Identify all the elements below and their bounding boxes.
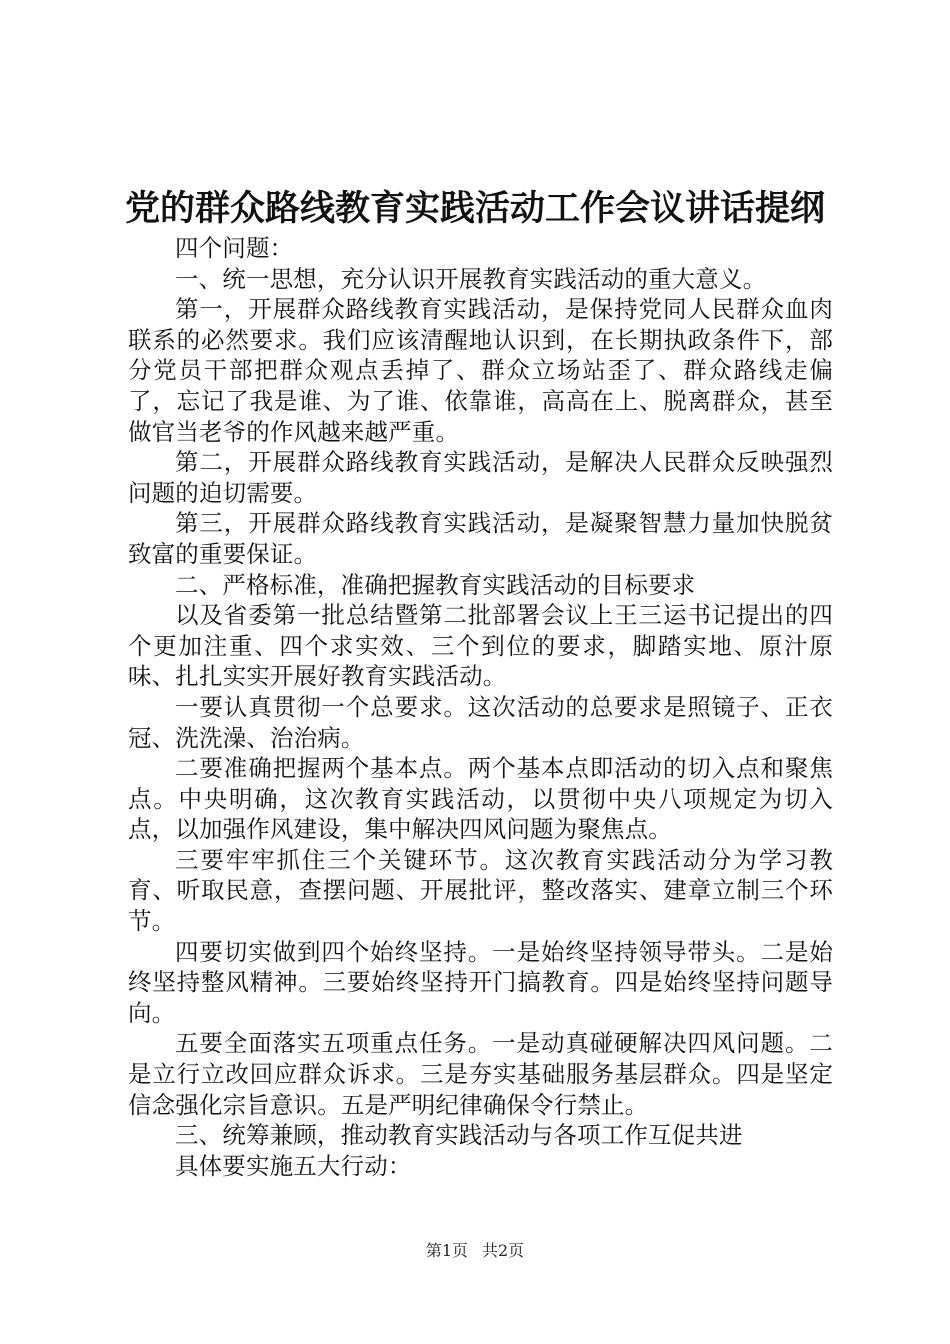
page-total: 共2页	[482, 1241, 525, 1260]
page-number: 第1页	[425, 1241, 468, 1260]
document-body	[128, 233, 833, 1181]
section-heading: 三、统筹兼顾，推动教育实践活动与各项工作互促共进	[175, 1121, 743, 1150]
paragraph: 第一，开展群众路线教育实践活动，是保持党同人民群众血肉联系的必然要求。我们应该清醒地认识到，在长期执政条件下，部分党员干部把群众观点丢掉了、群众立场站歪了、群众路线走偏了，忘记了我是谁、为了谁、依靠谁，高高在上、脱离群众，甚至做官当老爷的作风越来越严重。	[128, 295, 833, 446]
paragraph: 具体要实施五大行动：	[175, 1151, 412, 1180]
section-heading: 一、统一思想，充分认识开展教育实践活动的重大意义。	[175, 264, 767, 293]
paragraph: 以及省委第一批总结暨第二批部署会议上王三运书记提出的四个更加注重、四个求实效、三个到位的要求，脚踏实地、原汁原味、扎扎实实开展好教育实践活动。	[128, 601, 833, 691]
page-footer	[0, 1240, 950, 1262]
paragraph: 第三，开展群众路线教育实践活动，是凝聚智慧力量加快脱贫致富的重要保证。	[128, 509, 833, 568]
paragraph: 四要切实做到四个始终坚持。一是始终坚持领导带头。二是始终坚持整风精神。三要始终坚持开门搞教育。四是始终坚持问题导向。	[128, 937, 833, 1027]
paragraph: 第二，开展群众路线教育实践活动，是解决人民群众反映强烈问题的迫切需要。	[128, 448, 833, 507]
document-title: 党的群众路线教育实践活动工作会议讲话提纲	[124, 188, 825, 229]
paragraph: 五要全面落实五项重点任务。一是动真碰硬解决四风问题。二是立行立改回应群众诉求。三是夯实基础服务基层群众。四是坚定信念强化宗旨意识。五是严明纪律确保令行禁止。	[128, 1029, 833, 1119]
paragraph: 一要认真贯彻一个总要求。这次活动的总要求是照镜子、正衣冠、洗洗澡、治治病。	[128, 692, 833, 752]
paragraph: 四个问题：	[175, 234, 294, 262]
section-heading: 二、严格标准，准确把握教育实践活动的目标要求	[175, 570, 696, 599]
paragraph: 二要准确把握两个基本点。两个基本点即活动的切入点和聚焦点。中央明确，这次教育实践活动，以贯彻中央八项规定为切入点，以加强作风建设，集中解决四风问题为聚焦点。	[128, 754, 833, 844]
paragraph: 三要牢牢抓住三个关键环节。这次教育实践活动分为学习教育、听取民意，查摆问题、开展批评，整改落实、建章立制三个环节。	[128, 845, 833, 936]
